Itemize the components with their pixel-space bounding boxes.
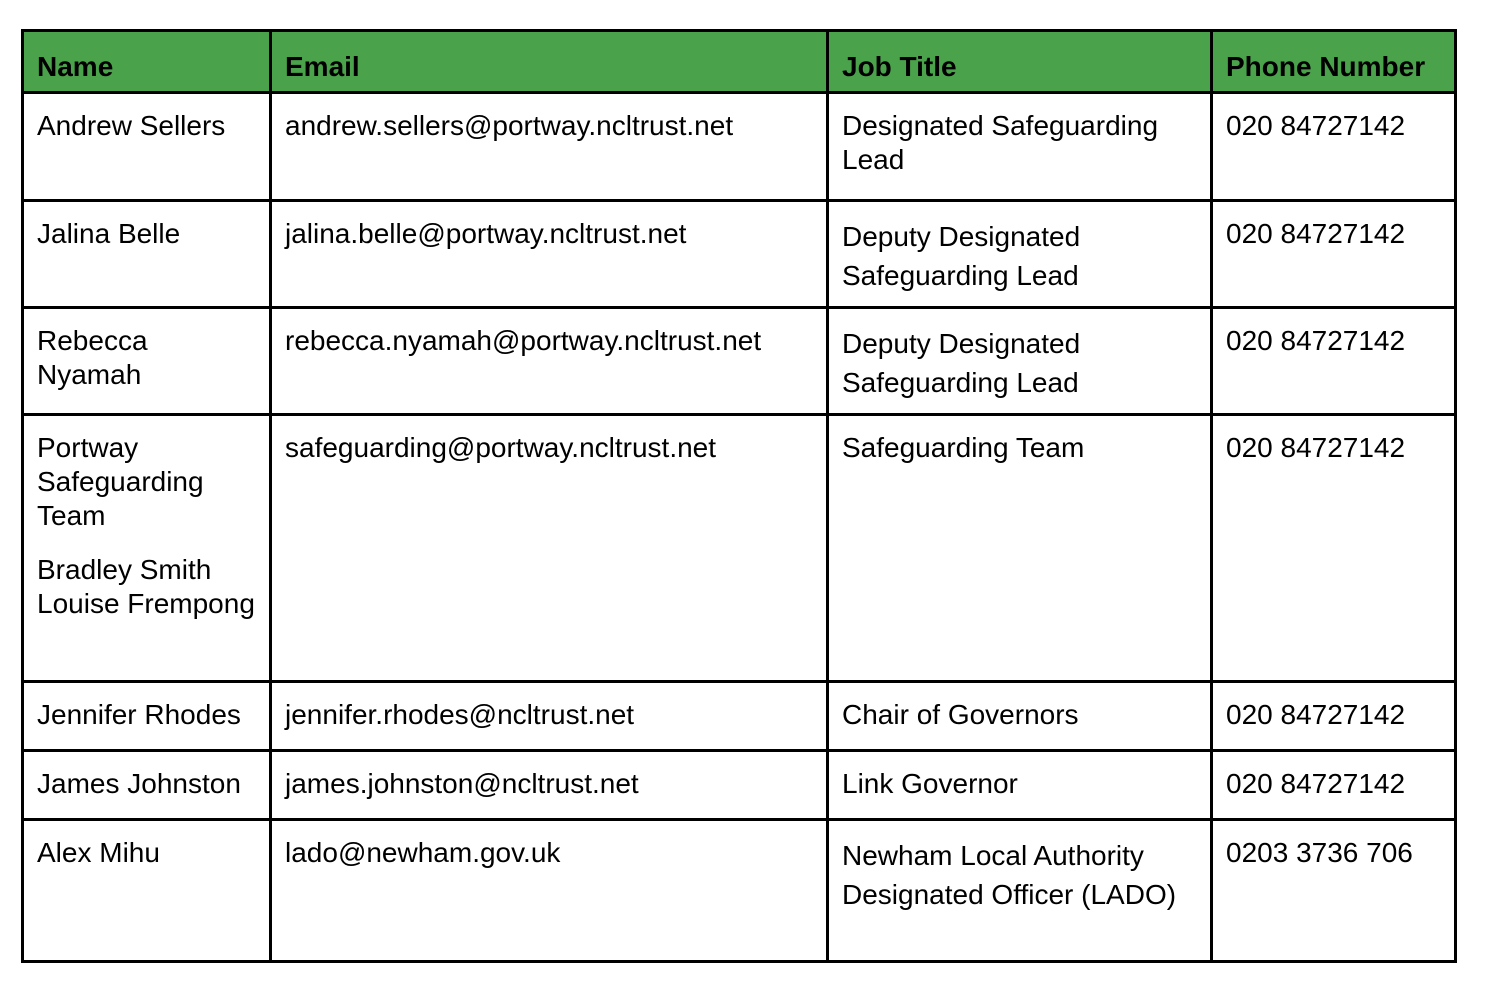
cell-job-title: Deputy Designated Safeguarding Lead <box>828 308 1212 415</box>
cell-email: rebecca.nyamah@portway.ncltrust.net <box>271 308 828 415</box>
cell-email: lado@newham.gov.uk <box>271 820 828 962</box>
cell-job-title: Newham Local Authority Designated Officer (LADO) <box>828 820 1212 962</box>
header-phone-number: Phone Number <box>1212 31 1456 93</box>
table-row <box>23 751 1456 820</box>
cell-name <box>23 415 271 682</box>
team-member: Bradley Smith <box>37 554 212 585</box>
header-job-title: Job Title <box>828 31 1212 93</box>
cell-phone: 020 84727142 <box>1212 308 1456 415</box>
cell-email: andrew.sellers@portway.ncltrust.net <box>271 93 828 201</box>
cell-job-title: Chair of Governors <box>828 682 1212 751</box>
team-member: Louise Frempong <box>37 588 255 619</box>
spacer <box>37 533 257 553</box>
table-row <box>23 415 1456 682</box>
header-email: Email <box>271 31 828 93</box>
table-row <box>23 682 1456 751</box>
cell-email: jalina.belle@portway.ncltrust.net <box>271 201 828 308</box>
cell-phone: 0203 3736 706 <box>1212 820 1456 962</box>
table-header-row <box>23 31 1456 93</box>
cell-phone: 020 84727142 <box>1212 415 1456 682</box>
table-row <box>23 93 1456 201</box>
table-row <box>23 308 1456 415</box>
cell-email: safeguarding@portway.ncltrust.net <box>271 415 828 682</box>
cell-job-title: Link Governor <box>828 751 1212 820</box>
table-row <box>23 820 1456 962</box>
cell-phone: 020 84727142 <box>1212 682 1456 751</box>
cell-email: james.johnston@ncltrust.net <box>271 751 828 820</box>
cell-email: jennifer.rhodes@ncltrust.net <box>271 682 828 751</box>
cell-name: Alex Mihu <box>23 820 271 962</box>
team-name: Portway Safeguarding Team <box>37 432 204 531</box>
contacts-table <box>21 29 1457 963</box>
table-row <box>23 201 1456 308</box>
cell-phone: 020 84727142 <box>1212 751 1456 820</box>
cell-job-title: Deputy Designated Safeguarding Lead <box>828 201 1212 308</box>
cell-name: Jalina Belle <box>23 201 271 308</box>
cell-job-title: Designated Safeguarding Lead <box>828 93 1212 201</box>
cell-name: James Johnston <box>23 751 271 820</box>
cell-phone: 020 84727142 <box>1212 93 1456 201</box>
cell-name: Andrew Sellers <box>23 93 271 201</box>
cell-job-title: Safeguarding Team <box>828 415 1212 682</box>
header-name: Name <box>23 31 271 93</box>
cell-name: Rebecca Nyamah <box>23 308 271 415</box>
cell-name: Jennifer Rhodes <box>23 682 271 751</box>
cell-phone: 020 84727142 <box>1212 201 1456 308</box>
